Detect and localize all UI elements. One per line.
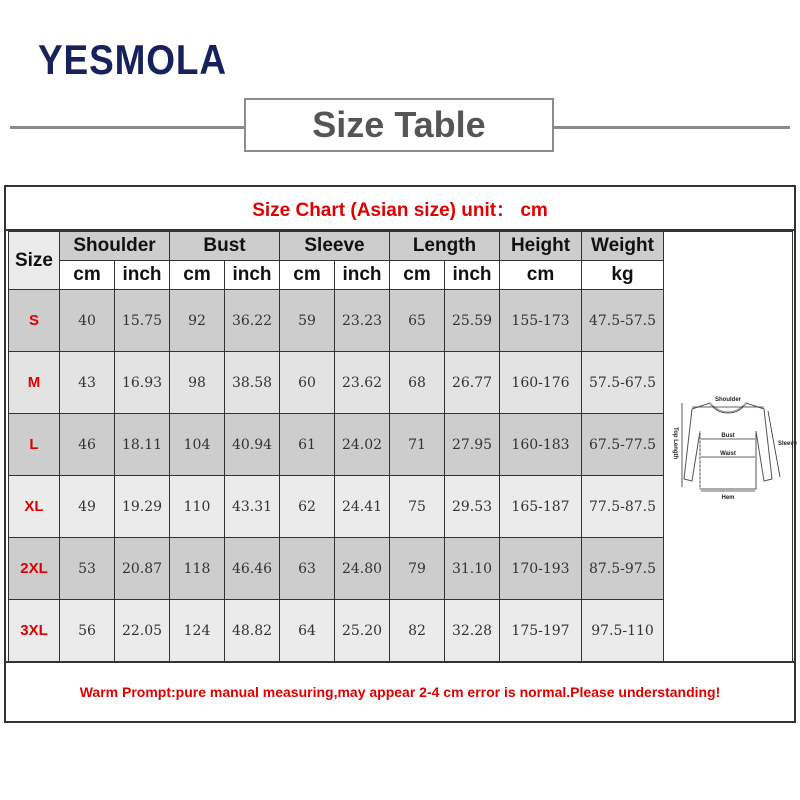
shirt-measurement-diagram [664, 387, 798, 507]
table-cell: 25.20 [335, 600, 390, 662]
table-cell: 79 [390, 538, 445, 600]
brand-logo: YESMOLA [38, 36, 227, 83]
diagram-label-top-length: Top Length [672, 426, 678, 459]
table-cell: 20.87 [115, 538, 170, 600]
unit-header: kg [582, 261, 664, 290]
table-cell: 38.58 [225, 352, 280, 414]
table-cell: 92 [170, 290, 225, 352]
unit-header: cm [60, 261, 115, 290]
unit-header: cm [390, 261, 445, 290]
table-cell: 160-176 [500, 352, 582, 414]
table-cell: 27.95 [445, 414, 500, 476]
diagram-label-waist: Waist [720, 450, 736, 457]
title-rule-right [554, 126, 790, 129]
table-cell: 25.59 [445, 290, 500, 352]
size-label: S [9, 290, 60, 352]
unit-header: cm [500, 261, 582, 290]
table-cell: 40.94 [225, 414, 280, 476]
table-cell: 110 [170, 476, 225, 538]
table-cell: 175-197 [500, 600, 582, 662]
table-cell: 19.29 [115, 476, 170, 538]
table-cell: 68 [390, 352, 445, 414]
table-cell: 43.31 [225, 476, 280, 538]
table-cell: 24.80 [335, 538, 390, 600]
unit-header: inch [335, 261, 390, 290]
table-cell: 170-193 [500, 538, 582, 600]
table-cell: 60 [280, 352, 335, 414]
title-box [244, 98, 554, 152]
table-cell: 64 [280, 600, 335, 662]
table-cell: 26.77 [445, 352, 500, 414]
chart-title: Size Chart (Asian size) unit： cm [6, 187, 794, 231]
table-cell: 104 [170, 414, 225, 476]
size-label: 3XL [9, 600, 60, 662]
size-table [8, 231, 798, 662]
table-cell: 87.5-97.5 [582, 538, 664, 600]
diagram-label-hem: Hem [721, 494, 735, 501]
page-title: Size Table [312, 104, 486, 145]
unit-header: inch [445, 261, 500, 290]
diagram-label-shoulder: Shoulder [714, 396, 742, 403]
table-cell: 97.5-110 [582, 600, 664, 662]
unit-header: inch [225, 261, 280, 290]
table-cell: 16.93 [115, 352, 170, 414]
column-header-bust: Bust [170, 232, 280, 261]
table-cell: 15.75 [115, 290, 170, 352]
table-cell: 82 [390, 600, 445, 662]
table-cell: 31.10 [445, 538, 500, 600]
column-header-length: Length [390, 232, 500, 261]
size-label: L [9, 414, 60, 476]
table-cell: 160-183 [500, 414, 582, 476]
table-cell: 63 [280, 538, 335, 600]
table-cell: 49 [60, 476, 115, 538]
table-cell: 67.5-77.5 [582, 414, 664, 476]
table-cell: 56 [60, 600, 115, 662]
unit-header: cm [170, 261, 225, 290]
table-cell: 46 [60, 414, 115, 476]
table-cell: 62 [280, 476, 335, 538]
size-column-header: Size [9, 232, 60, 290]
table-cell: 77.5-87.5 [582, 476, 664, 538]
size-label: XL [9, 476, 60, 538]
table-cell: 18.11 [115, 414, 170, 476]
table-cell: 29.53 [445, 476, 500, 538]
column-header-height: Height [500, 232, 582, 261]
table-cell: 75 [390, 476, 445, 538]
table-cell: 124 [170, 600, 225, 662]
table-cell: 118 [170, 538, 225, 600]
diagram-label-bust: Bust [721, 432, 735, 439]
size-label: M [9, 352, 60, 414]
table-cell: 46.46 [225, 538, 280, 600]
table-cell: 71 [390, 414, 445, 476]
column-header-weight: Weight [582, 232, 664, 261]
table-cell: 47.5-57.5 [582, 290, 664, 352]
table-cell: 53 [60, 538, 115, 600]
table-cell: 59 [280, 290, 335, 352]
table-cell: 36.22 [225, 290, 280, 352]
warm-prompt: Warm Prompt:pure manual measuring,may appear 2-4 cm error is normal.Please understanding! [6, 661, 794, 721]
table-cell: 23.62 [335, 352, 390, 414]
header-row-groups [9, 232, 793, 261]
column-header-sleeve: Sleeve [280, 232, 390, 261]
unit-header: cm [280, 261, 335, 290]
table-cell: 23.23 [335, 290, 390, 352]
table-cell: 98 [170, 352, 225, 414]
unit-header: inch [115, 261, 170, 290]
size-label: 2XL [9, 538, 60, 600]
measurement-diagram-cell [664, 232, 798, 662]
table-cell: 32.28 [445, 600, 500, 662]
table-cell: 57.5-67.5 [582, 352, 664, 414]
table-cell: 165-187 [500, 476, 582, 538]
table-cell: 65 [390, 290, 445, 352]
table-cell: 155-173 [500, 290, 582, 352]
diagram-label-sleeve: Sleeve [778, 440, 798, 447]
table-cell: 22.05 [115, 600, 170, 662]
title-rule-left [10, 126, 244, 129]
table-cell: 40 [60, 290, 115, 352]
size-chart-frame [4, 185, 796, 723]
column-header-shoulder: Shoulder [60, 232, 170, 261]
table-cell: 43 [60, 352, 115, 414]
table-cell: 24.02 [335, 414, 390, 476]
table-cell: 61 [280, 414, 335, 476]
table-cell: 48.82 [225, 600, 280, 662]
table-cell: 24.41 [335, 476, 390, 538]
